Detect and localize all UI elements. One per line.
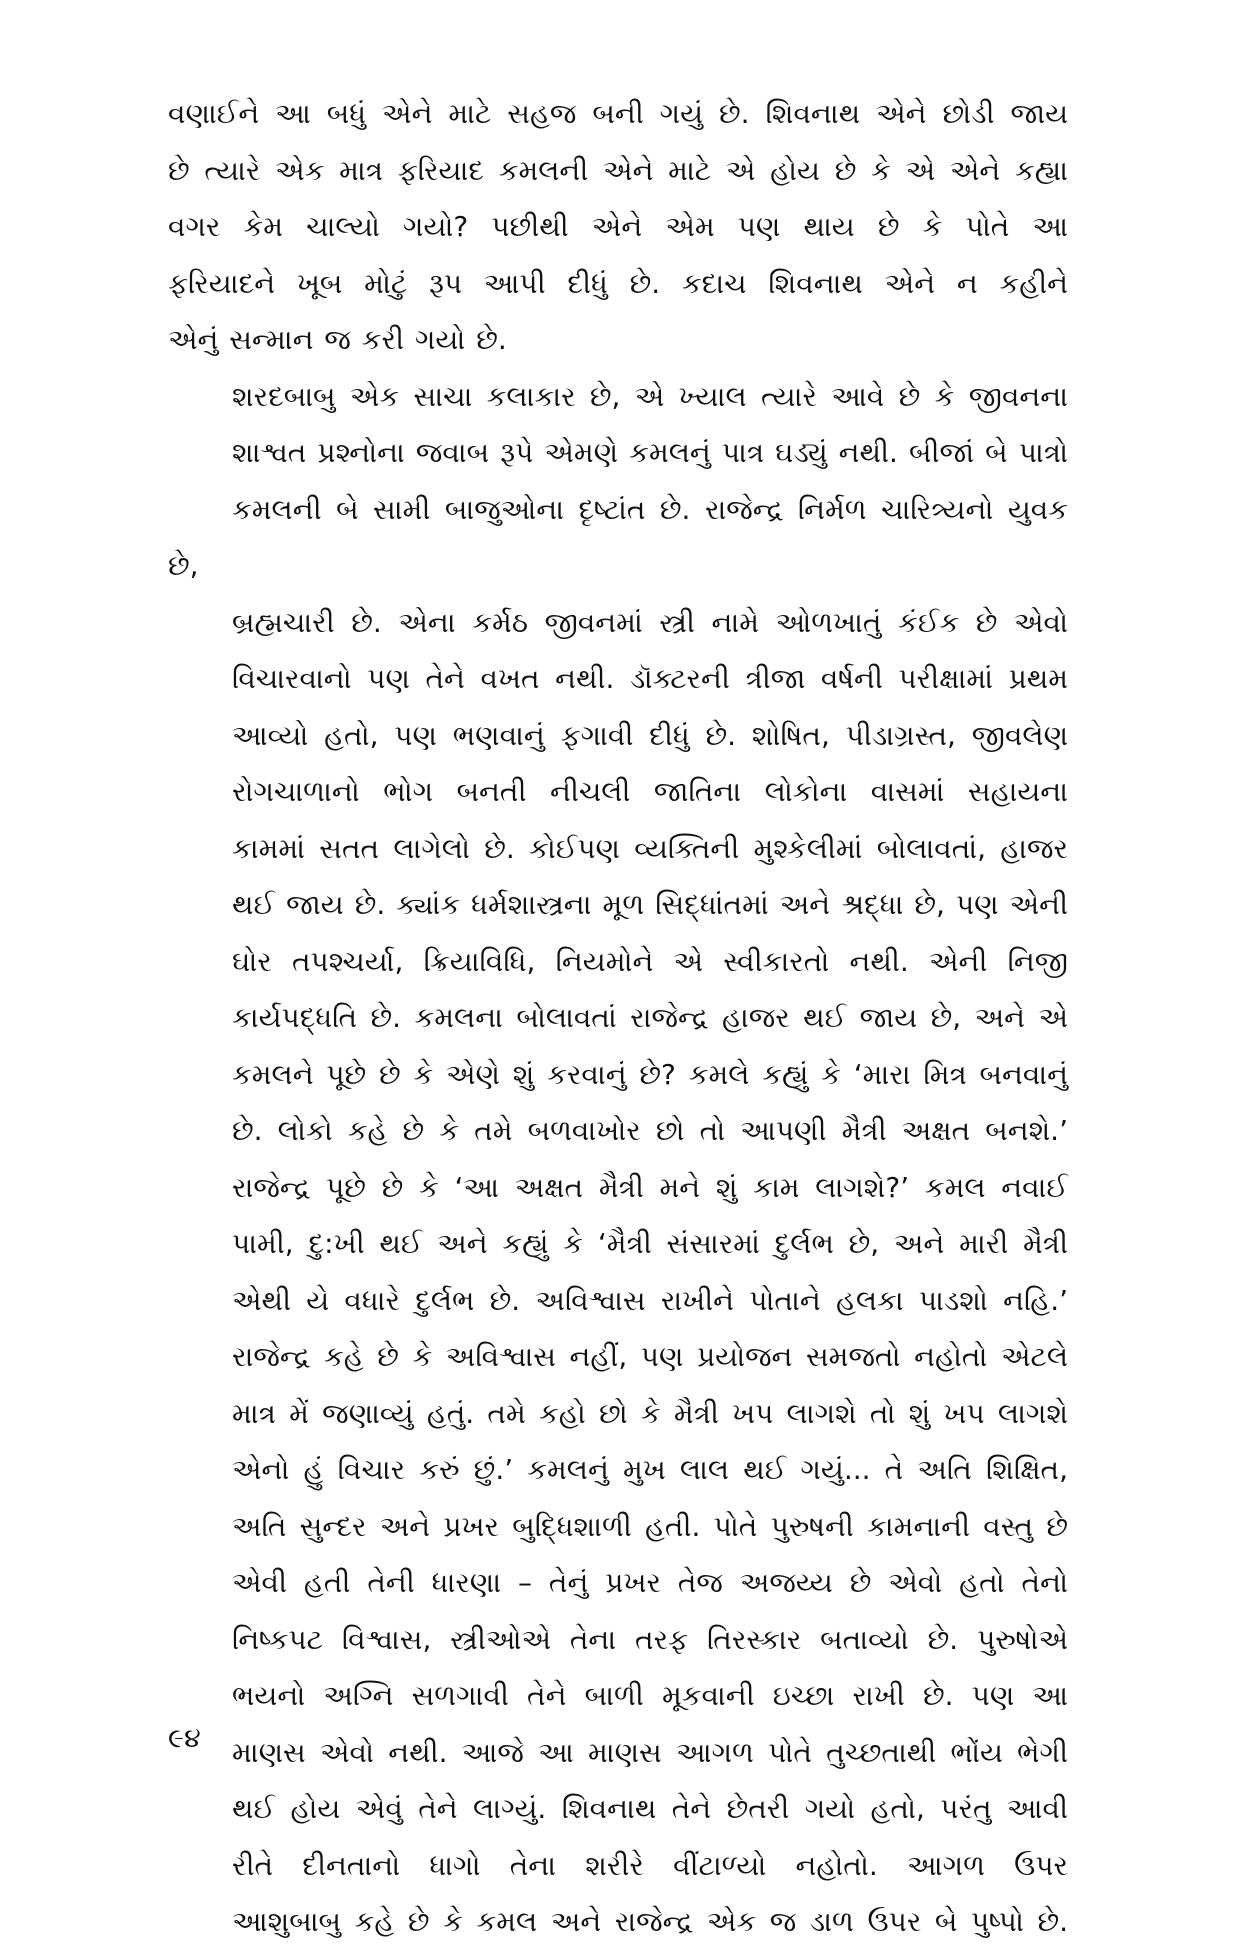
text-line: એનો હું વિચાર કરું છું.’ કમલનું મુખ લાલ થઈ ગયું... તે અતિ શિક્ષિત,: [232, 1453, 1068, 1486]
text-line: શાશ્વત પ્રશ્નોના જવાબ રૂપે એમણે કમલનું પાત્ર ઘડ્યું નથી. બીજાં બે પાત્રો: [232, 436, 1068, 469]
text-line: કામમાં સતત લાગેલો છે. કોઈપણ વ્યક્તિની મુશ્કેલીમાં બોલાવતાં, હાજર: [232, 831, 1068, 865]
text-line: વિચારવાનો પણ તેને વખત નથી. ડૉક્ટરની ત્રીજા વર્ષની પરીક્ષામાં પ્રથમ: [232, 662, 1068, 695]
text-line: રાજેન્દ્ર પૂછે છે કે ‘આ અક્ષત મૈત્રી મને શું કામ લાગશે?’ કમલ નવાઈ: [232, 1170, 1068, 1204]
text-line: પામી, દુ:ખી થઈ અને કહ્યું કે ‘મૈત્રી સંસારમાં દુર્લભ છે, અને મારી મૈત્રી: [232, 1227, 1068, 1260]
text-line: રીતે દીનતાનો ધાગો તેના શરીરે વીંટાળ્યો નહોતો. આગળ ઉપર: [232, 1848, 1068, 1882]
text-line: છે ત્યારે એક માત્ર ફરિયાદ કમલની એને માટે એ હોય છે કે એ એને કહ્યા: [168, 153, 1068, 187]
text-line: થઈ હોય એવું તેને લાગ્યું. શિવનાથ તેને છેતરી ગયો હતો, પરંતુ આવી: [232, 1792, 1068, 1825]
paragraph-2: [168, 369, 1068, 1951]
page-body: [168, 86, 1068, 1951]
text-line: આવ્યો હતો, પણ ભણવાનું ફગાવી દીધું છે. શોષિત, પીડાગ્રસ્ત, જીવલેણ: [232, 718, 1068, 752]
paragraph-1: [168, 86, 1068, 369]
text-line: અતિ સુન્દર અને પ્રખર બુદ્ધિશાળી હતી. પોતે પુરુષની કામનાની વસ્તુ છે: [232, 1509, 1068, 1543]
text-line: શરદબાબુ એક સાચા કલાકાર છે, એ ખ્યાલ ત્યારે આવે છે કે જીવનના: [232, 379, 1068, 413]
text-line: કાર્યપદ્ધતિ છે. કમલના બોલાવતાં રાજેન્દ્ર હાજર થઈ જાય છે, અને એ: [232, 1001, 1068, 1034]
text-line: વગર કેમ ચાલ્યો ગયો? પછીથી એને એમ પણ થાય છે કે પોતે આ: [168, 210, 1068, 243]
page-number: ૯૪: [168, 1723, 201, 1754]
text-line: એવી હતી તેની ધારણા – તેનું પ્રખર તેજ અજય્ય છે એવો હતો તેનો: [232, 1566, 1068, 1599]
text-line: છે. લોકો કહે છે કે તમે બળવાખોર છો તો આપણી મૈત્રી અક્ષત બનશે.’: [232, 1114, 1068, 1147]
text-line: નિષ્કપટ વિશ્વાસ, સ્ત્રીઓએ તેના તરફ તિરસ્કાર બતાવ્યો છે. પુરુષોએ: [232, 1622, 1068, 1656]
text-line: બ્રહ્મચારી છે. એના કર્મઠ જીવનમાં સ્ત્રી નામે ઓળખાતું કંઈક છે એવો: [232, 605, 1068, 639]
text-line: એથી યે વધારે દુર્લભ છે. અવિશ્વાસ રાખીને પોતાને હલકા પાડશો નહિ.’: [232, 1283, 1068, 1317]
text-line: ફરિયાદને ખૂબ મોટું રૂપ આપી દીધું છે. કદાચ શિવનાથ એને ન કહીને: [168, 266, 1068, 300]
text-line: કમલને પૂછે છે કે એણે શું કરવાનું છે? કમલે કહ્યું કે ‘મારા મિત્ર બનવાનું: [232, 1057, 1068, 1091]
text-line: રાજેન્દ્ર કહે છે કે અવિશ્વાસ નહીં, પણ પ્રયોજન સમજતો નહોતો એટલે: [232, 1340, 1068, 1373]
text-line: એનું સન્માન જ કરી ગયો છે.: [168, 323, 507, 356]
text-line: રોગચાળાનો ભોગ બનતી નીચલી જાતિના લોકોના વાસમાં સહાયના: [232, 775, 1068, 808]
text-line: માત્ર મેં જણાવ્યું હતું. તમે કહો છો કે મૈત્રી ખપ લાગશે તો શું ખપ લાગશે: [232, 1396, 1068, 1430]
text-line: ઘોર તપશ્ચર્યા, ક્રિયાવિધિ, નિયમોને એ સ્વીકારતો નથી. એની નિજી: [232, 944, 1068, 978]
text-line: ભયનો અગ્નિ સળગાવી તેને બાળી મૂકવાની ઇચ્છા રાખી છે. પણ આ: [232, 1679, 1068, 1712]
text-line: માણસ એવો નથી. આજે આ માણસ આગળ પોતે તુચ્છતાથી ભોંય ભેગી: [232, 1735, 1068, 1769]
text-line: આશુબાબુ કહે છે કે કમલ અને રાજેન્દ્ર એક જ ડાળ ઉપર બે પુષ્પો છે.: [232, 1905, 1068, 1938]
text-line: વણાઈને આ બધું એને માટે સહજ બની ગયું છે. શિવનાથ એને છોડી જાય: [168, 97, 1068, 130]
text-line: કમલની બે સામી બાજુઓના દૃષ્ટાંત છે. રાજેન્દ્ર નિર્મળ ચારિત્ર્યનો યુવક છે,: [168, 492, 1068, 582]
text-line: થઈ જાય છે. ક્યાંક ધર્મશાસ્ત્રના મૂળ સિદ્ધાંતમાં અને શ્રદ્ધા છે, પણ એની: [232, 888, 1068, 921]
